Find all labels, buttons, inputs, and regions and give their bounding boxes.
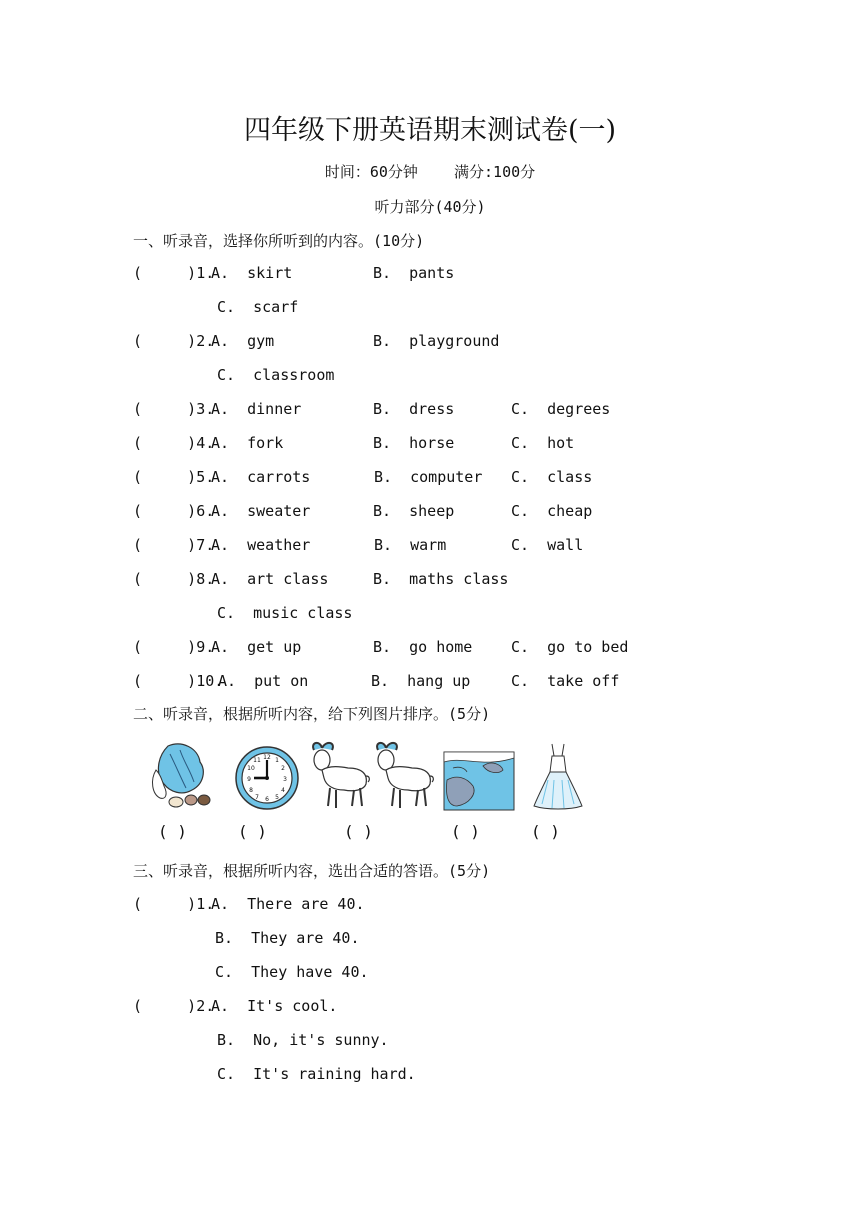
section-2-heading: 二、听录音，根据所听内容，给下列图片排序。(5分) [133, 705, 491, 723]
option-a: A. It's cool. [211, 997, 338, 1015]
svg-text:4: 4 [281, 787, 285, 794]
question-number: ( )2. [133, 997, 215, 1015]
option-a: A. skirt [211, 264, 293, 282]
option-b: B. No, it's sunny. [217, 1031, 389, 1049]
question-number: ( )3. [133, 400, 215, 418]
option-b: B. hang up [371, 672, 471, 690]
option-a: A. dinner [211, 400, 302, 418]
option-b: B. go home [373, 638, 473, 656]
svg-text:8: 8 [249, 787, 253, 794]
option-c: C. music class [217, 604, 353, 622]
answer-blank[interactable]: ( ) [344, 822, 373, 841]
option-b: B. dress [373, 400, 455, 418]
answer-blank[interactable]: ( ) [238, 822, 267, 841]
svg-text:12: 12 [263, 754, 271, 761]
dress-picture [528, 740, 588, 812]
option-c: C. hot [511, 434, 575, 452]
option-c: C. cheap [511, 502, 593, 520]
option-a: A. There are 40. [211, 895, 365, 913]
question-number: ( )9. [133, 638, 215, 656]
svg-text:6: 6 [265, 796, 269, 803]
svg-text:11: 11 [253, 757, 261, 764]
clock-picture [232, 740, 302, 812]
option-a: A. get up [211, 638, 302, 656]
option-c: C. They have 40. [215, 963, 369, 981]
svg-text:3: 3 [283, 776, 287, 783]
option-b: B. playground [373, 332, 500, 350]
question-number: ( )5. [133, 468, 215, 486]
option-c: C. class [511, 468, 593, 486]
option-a: A. sweater [211, 502, 311, 520]
option-c: C. scarf [217, 298, 299, 316]
svg-text:2: 2 [281, 765, 285, 772]
svg-text:5: 5 [275, 794, 279, 801]
question-number: ( )6. [133, 502, 215, 520]
option-a: A. art class [211, 570, 329, 588]
option-b: B. horse [373, 434, 455, 452]
option-c: C. It's raining hard. [217, 1065, 416, 1083]
answer-blank[interactable]: ( ) [158, 822, 187, 841]
option-c: C. wall [511, 536, 584, 554]
question-number: ( )1. [133, 264, 215, 282]
option-a: A. put on [218, 672, 309, 690]
option-c: C. classroom [217, 366, 335, 384]
option-a: A. fork [211, 434, 284, 452]
map-picture [443, 740, 515, 812]
goat-picture [308, 740, 372, 812]
option-a: A. carrots [211, 468, 311, 486]
svg-text:9: 9 [247, 776, 251, 783]
option-b: B. maths class [373, 570, 509, 588]
question-number: ( )7. [133, 536, 215, 554]
goat-picture [372, 740, 436, 812]
answer-blank[interactable]: ( ) [451, 822, 480, 841]
answer-blank[interactable]: ( ) [531, 822, 560, 841]
section-3-heading: 三、听录音，根据所听内容，选出合适的答语。(5分) [133, 862, 491, 880]
question-number: ( )2. [133, 332, 215, 350]
question-number: ( )8. [133, 570, 215, 588]
question-number: ( )10. [133, 672, 224, 690]
option-c: C. take off [511, 672, 620, 690]
option-b: B. They are 40. [215, 929, 360, 947]
option-b: B. computer [374, 468, 483, 486]
question-number: ( )4. [133, 434, 215, 452]
vegetables-picture [146, 740, 216, 812]
svg-text:10: 10 [247, 765, 255, 772]
part-label: 听力部分(40分) [374, 198, 486, 216]
option-b: B. pants [373, 264, 455, 282]
option-a: A. gym [211, 332, 275, 350]
page-title: 四年级下册英语期末测试卷(一) [243, 115, 617, 146]
option-b: B. sheep [373, 502, 455, 520]
svg-text:1: 1 [275, 757, 279, 764]
section-1-heading: 一、听录音，选择你所听到的内容。(10分) [133, 232, 425, 250]
option-a: A. weather [211, 536, 311, 554]
time-and-score: 时间：60分钟 满分:100分 [324, 163, 536, 181]
option-b: B. warm [374, 536, 447, 554]
option-c: C. go to bed [511, 638, 629, 656]
question-number: ( )1. [133, 895, 215, 913]
svg-text:7: 7 [255, 794, 259, 801]
option-c: C. degrees [511, 400, 611, 418]
